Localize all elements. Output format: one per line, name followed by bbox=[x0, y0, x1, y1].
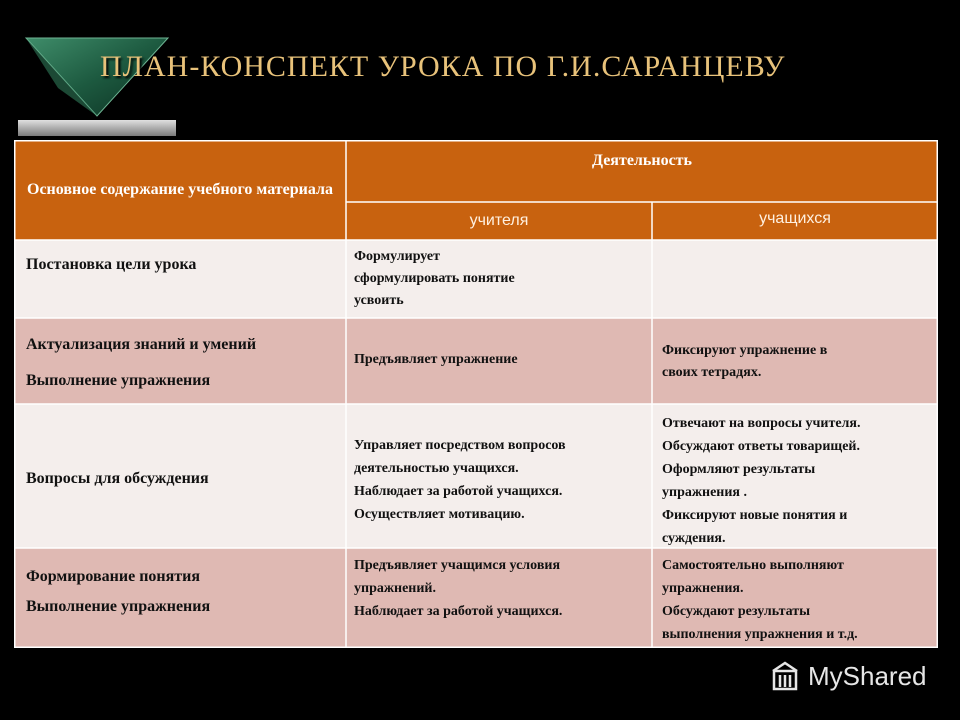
row2-content-line: Выполнение упражнения bbox=[26, 372, 211, 389]
row2-students-line: своих тетрадях. bbox=[662, 365, 762, 380]
row3-teacher-line: деятельностью учащихся. bbox=[354, 461, 519, 476]
myshared-logo-icon bbox=[768, 659, 802, 693]
row3-teacher-line: Осуществляет мотивацию. bbox=[354, 507, 525, 522]
row4-students-line: выполнения упражнения и т.д. bbox=[662, 627, 858, 642]
header-students-label: учащихся bbox=[759, 210, 831, 227]
row1-teacher-line: усвоить bbox=[354, 293, 404, 308]
row1-teacher-line: сформулировать понятие bbox=[354, 271, 515, 286]
header-teacher-label: учителя bbox=[469, 212, 529, 229]
row3-students-line: суждения. bbox=[662, 531, 726, 546]
watermark-text: MyShared bbox=[808, 660, 927, 691]
row4-students-line: упражнения. bbox=[662, 581, 744, 596]
row2-teacher-line: Предъявляет упражнение bbox=[354, 352, 518, 367]
row3-students-line: Оформляют результаты bbox=[662, 462, 816, 477]
row4-content-line: Формирование понятия bbox=[26, 568, 201, 585]
row3-students-line: Обсуждают ответы товарищей. bbox=[662, 439, 860, 454]
row1-content-line: Постановка цели урока bbox=[26, 256, 197, 273]
watermark bbox=[768, 656, 948, 696]
lesson-plan-table bbox=[14, 140, 938, 648]
row4-content-line: Выполнение упражнения bbox=[26, 598, 211, 615]
row3-content-line: Вопросы для обсуждения bbox=[26, 470, 209, 487]
row3-students-line: упражнения . bbox=[662, 485, 747, 500]
header-activity-label: Деятельность bbox=[592, 152, 692, 169]
slide-title: ПЛАН-КОНСПЕКТ УРОКА ПО Г.И.САРАНЦЕВУ bbox=[100, 50, 786, 83]
row3-teacher-line: Наблюдает за работой учащихся. bbox=[354, 484, 563, 499]
header-content-label: Основное содержание учебного материала bbox=[27, 181, 333, 198]
row4-teacher-line: Предъявляет учащимся условия bbox=[354, 558, 561, 573]
row2-content-line: Актуализация знаний и умений bbox=[26, 336, 257, 353]
table-grid bbox=[14, 140, 938, 648]
row3-students-line: Отвечают на вопросы учителя. bbox=[662, 416, 861, 431]
row4-students-line: Обсуждают результаты bbox=[662, 604, 811, 619]
row3-teacher-line: Управляет посредством вопросов bbox=[354, 438, 566, 453]
row2-students-line: Фиксируют упражнение в bbox=[662, 343, 828, 358]
row4-students-line: Самостоятельно выполняют bbox=[662, 558, 844, 573]
row1-teacher-line: Формулирует bbox=[354, 249, 440, 264]
row4-teacher-line: Наблюдает за работой учащихся. bbox=[354, 604, 563, 619]
row4-teacher-line: упражнений. bbox=[354, 581, 436, 596]
row3-students-line: Фиксируют новые понятия и bbox=[662, 508, 848, 523]
